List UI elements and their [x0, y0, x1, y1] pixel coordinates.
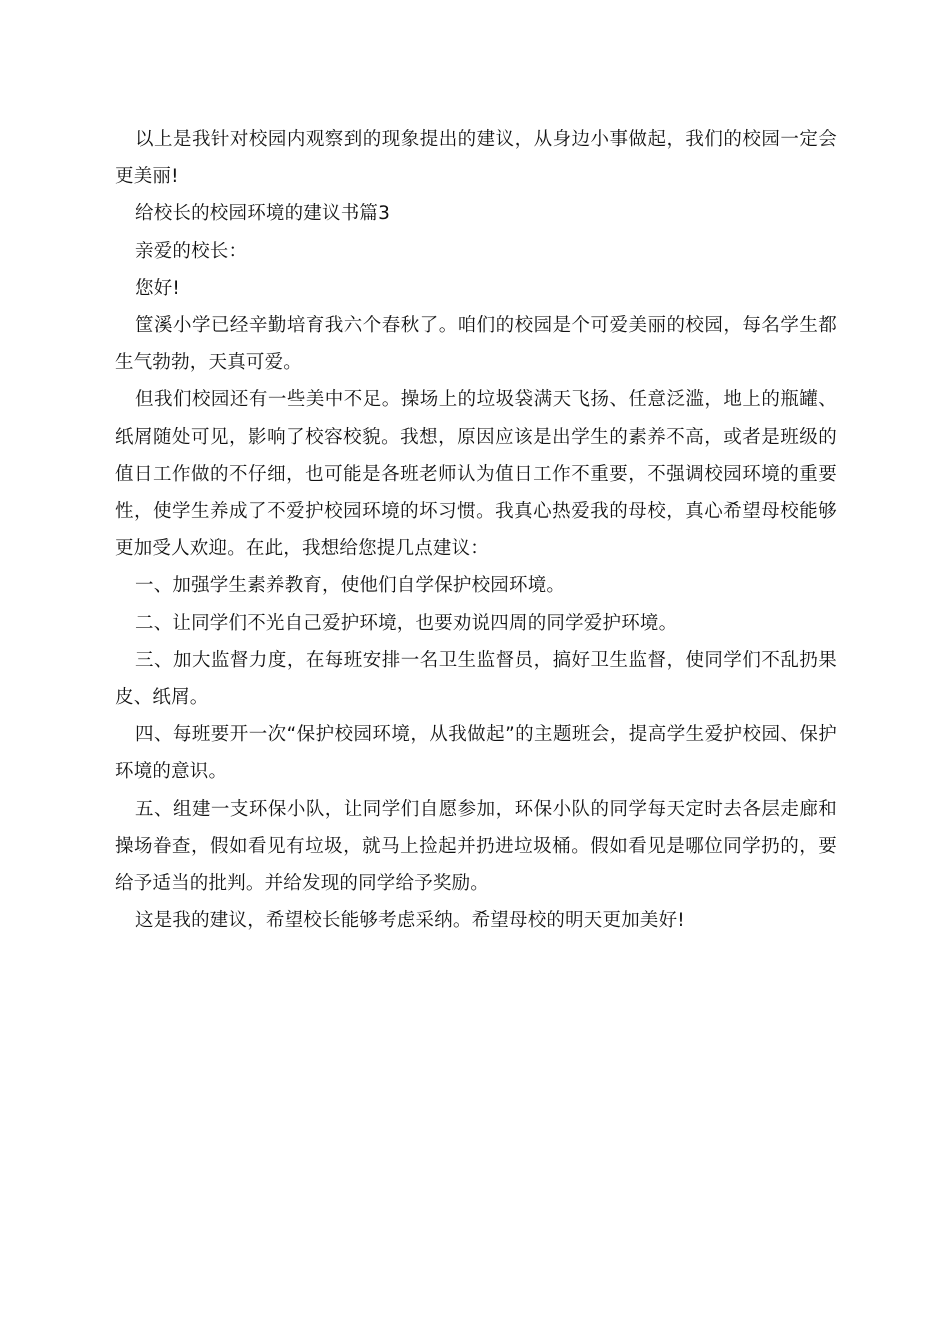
closing-paragraph-previous: 以上是我针对校园内观察到的现象提出的建议，从身边小事做起，我们的校园一定会更美丽! — [115, 129, 837, 188]
intro-paragraph: 筐溪小学已经辛勤培育我六个春秋了。咱们的校园是个可爱美丽的校园，每名学生都生气勃勃，天真可爱。 — [115, 315, 837, 374]
closing-paragraph: 这是我的建议，希望校长能够考虑采纳。希望母校的明天更加美好! — [135, 910, 685, 932]
suggestion-2: 二、让同学们不光自己爱护环境，也要劝说四周的同学爱护环境。 — [135, 612, 678, 634]
suggestion-5: 五、组建一支环保小队，让同学们自愿参加，环保小队的同学每天定时去各层走廊和操场眷查，假如看见有垃圾，就马上捡起并扔进垃圾桶。假如看见是哪位同学扔的，要给予适当的批判。并给发现的同学给予奖励。 — [115, 798, 837, 895]
suggestion-3: 三、加大监督力度，在每班安排一名卫生监督员，搞好卫生监督，使同学们不乱扔果皮、纸屑。 — [115, 649, 837, 709]
salutation: 亲爱的校长： — [135, 240, 248, 262]
section-heading: 给校长的校园环境的建议书篇3 — [135, 203, 391, 225]
suggestion-1: 一、加强学生素养教育，使他们自学保护校园环境。 — [135, 575, 566, 597]
suggestion-4: 四、每班要开一次“保护校园环境，从我做起”的主题班会，提高学生爱护校园、保护环境的意识。 — [115, 724, 837, 783]
document-body — [115, 121, 837, 939]
greeting: 您好! — [135, 277, 181, 299]
problem-paragraph: 但我们校园还有一些美中不足。操场上的垃圾袋满天飞扬、任意泛滥，地上的瓶罐、纸屑随处可见，影响了校容校貌。我想，原因应该是出学生的素养不高，或者是班级的值日工作做的不仔细，也可能是各班老师认为值日工作不重要，不强调校园环境的重要性，使学生养成了不爱护校园环境的坏习惯。我真心热爱我的母校，真心希望母校能够更加受人欢迎。在此，我想给您提几点建议： — [115, 389, 837, 560]
